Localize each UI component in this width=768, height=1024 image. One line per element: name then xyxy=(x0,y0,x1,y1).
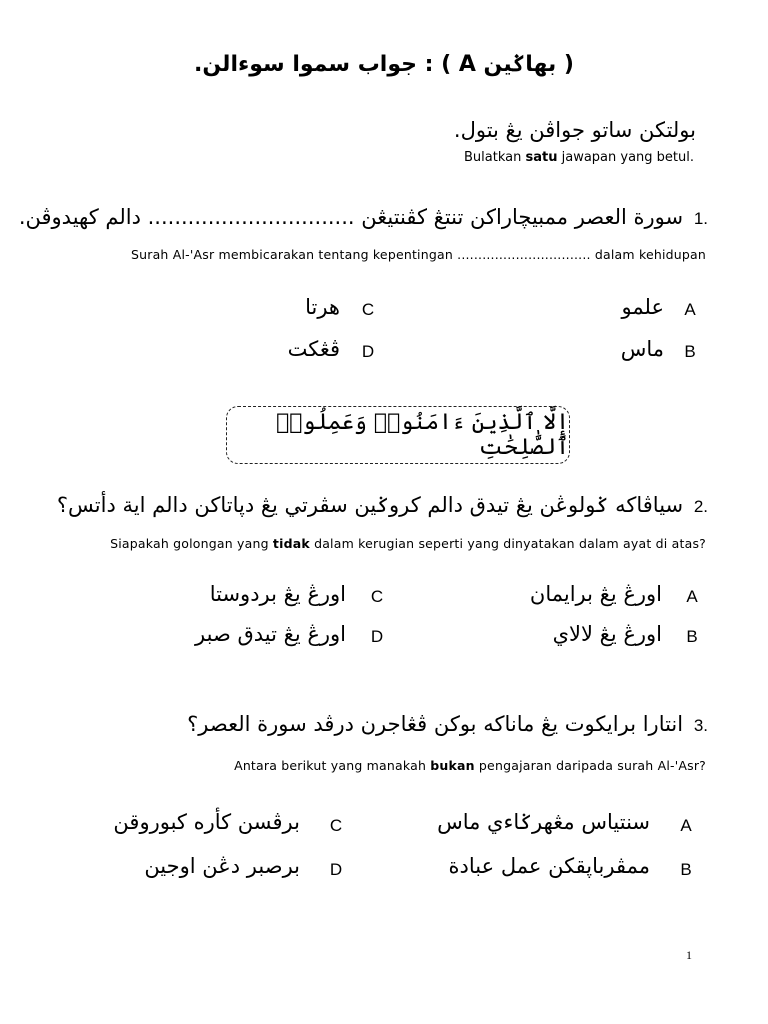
instruction-rumi-bold: satu xyxy=(525,150,558,165)
q1-option-d-text[interactable]: ڤڠكت xyxy=(287,337,340,361)
q3-option-a-text[interactable]: سنتياس مڠهرݢاءي ماس xyxy=(437,810,650,834)
q3-option-d-text[interactable]: برصبر دڠن اوجين xyxy=(144,854,300,878)
q3-option-b-letter[interactable]: B xyxy=(680,860,692,879)
question-3-number: 3. xyxy=(693,716,708,735)
question-2-rumi-text-end: dalam kerugian seperti yang dinyatakan dalam ayat di atas? xyxy=(309,536,706,551)
question-3-rumi xyxy=(234,758,706,773)
question-2-text: سياڤاكه ݢولوڠن يڠ تيدق دالم كروݢين سڤرتي يڠ دڽاتاكن دالم اية دأتس؟ xyxy=(56,493,684,517)
question-1-number: 1. xyxy=(693,209,708,228)
question-3-rumi-text-end: pengajaran daripada surah Al-'Asr? xyxy=(474,758,706,773)
q3-option-d-letter[interactable]: D xyxy=(329,860,343,879)
question-3-rumi-bold: bukan xyxy=(430,758,475,773)
quran-verse: إِلَّا ٱلَّذِينَ ءَامَنُوا۟ وَعَمِلُوا۟ ٱلصَّٰلِحَٰتِ xyxy=(276,410,569,460)
q1-option-b-text[interactable]: ماس xyxy=(620,337,664,361)
question-3-jawi xyxy=(187,712,708,736)
instruction-rumi-text: Bulatkan xyxy=(464,150,526,165)
question-2-rumi-text: Siapakah golongan yang xyxy=(110,536,273,551)
question-2-number: 2. xyxy=(693,497,708,516)
question-2-rumi xyxy=(110,536,706,551)
q2-option-a-text[interactable]: اورڠ يڠ برايمان xyxy=(529,582,662,606)
question-3-text: انتارا برايكوت يڠ ماناكه بوكن ڤڠاجرن درڤد سورة العصر؟ xyxy=(187,712,684,736)
q2-option-a-letter[interactable]: A xyxy=(686,587,698,606)
page-number: 1 xyxy=(686,948,692,962)
question-3-rumi-text: Antara berikut yang manakah xyxy=(234,758,431,773)
q1-option-a-letter[interactable]: A xyxy=(684,300,696,319)
q2-option-d-letter[interactable]: D xyxy=(370,627,384,646)
q1-option-b-letter[interactable]: B xyxy=(684,342,696,361)
q2-option-d-text[interactable]: اورڠ يڠ تيدق صبر xyxy=(195,622,346,646)
q1-option-c-text[interactable]: هرتا xyxy=(305,295,340,319)
q1-option-c-letter[interactable]: C xyxy=(361,300,375,319)
instruction-rumi-text-end: jawapan yang betul. xyxy=(557,150,694,165)
q3-option-b-text[interactable]: ممڤرباڽقكن عمل عبادة xyxy=(448,854,650,878)
instruction-rumi xyxy=(464,150,694,165)
question-2-rumi-bold: tidak xyxy=(272,536,310,551)
q3-option-c-text[interactable]: برڤسن كأره كبوروقن xyxy=(113,810,300,834)
q1-option-a-text[interactable]: علمو xyxy=(621,295,664,319)
q2-option-b-text[interactable]: اورڠ يڠ لالاي xyxy=(552,622,662,646)
question-1-rumi: Surah Al-'Asr membicarakan tentang kepentingan ................................ dalam kehidupan xyxy=(130,247,706,262)
q2-option-c-text[interactable]: اورڠ يڠ بردوستا xyxy=(209,582,346,606)
question-1-jawi xyxy=(19,205,708,229)
question-1-text: سورة العصر ممبيچاراكن تنتڠ كڤنتيڠن ............................... دالم كهيدوڤن. xyxy=(18,205,684,229)
question-2-jawi xyxy=(57,493,708,517)
q1-option-d-letter[interactable]: D xyxy=(361,342,375,361)
section-title: ( بهاݢين A ) : جواب سموا سوءالن. xyxy=(194,52,574,77)
q3-option-a-letter[interactable]: A xyxy=(680,816,692,835)
instruction-jawi: بولتكن ساتو جواڤن يڠ بتول. xyxy=(453,118,696,142)
q2-option-b-letter[interactable]: B xyxy=(686,627,698,646)
q2-option-c-letter[interactable]: C xyxy=(370,587,384,606)
q3-option-c-letter[interactable]: C xyxy=(329,816,343,835)
verse-box xyxy=(226,406,570,464)
